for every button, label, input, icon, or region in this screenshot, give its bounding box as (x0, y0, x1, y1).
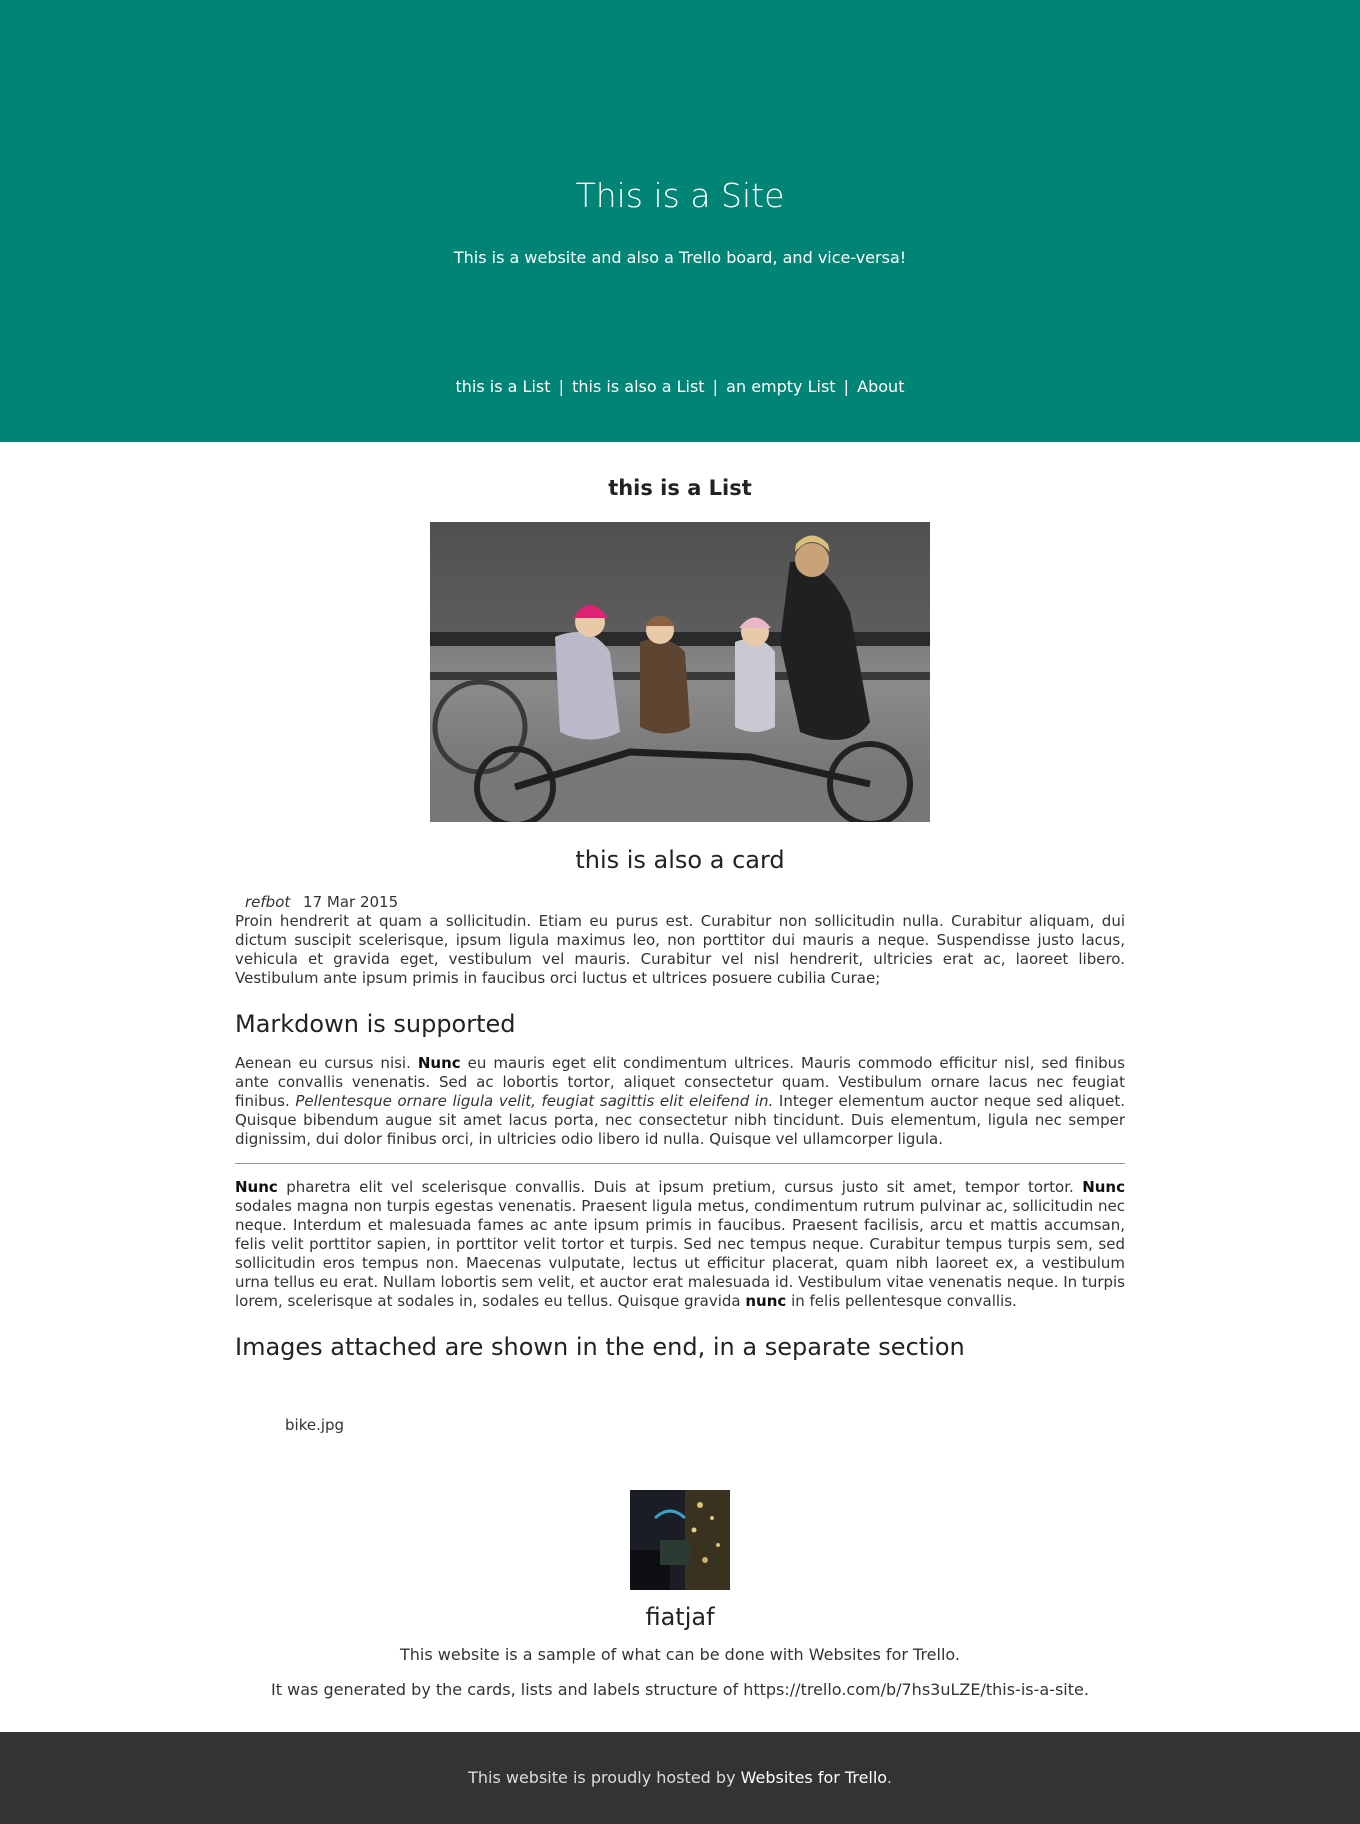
text-run: sodales magna non turpis egestas venenatis. Praesent ligula metus, condimentum rutrum pulvinar ac, sollicitudin nec neque. Interdum et malesuada fames ac ante ipsum primis in faucibus. Praesent facilisis, arcu et mattis accumsan, felis velit porttitor sapien, in porttitor velit tortor et turpis. Sed nec tempus neque. Curabitur tempus turpis sem, sed sollicitudin eros tempus non. Maecenas vulputate, lectus ut efficitur placerat, quam nibh laoreet ex, a vestibulum urna tellus eu erat. Nullam lobortis sem velit, et auctor erat malesuada id. Vestibulum vitae venenatis neque. In turpis lorem, scelerisque at sodales in, sodales eu tellus. Quisque gravida (235, 1197, 1125, 1310)
footer-end: . (886, 1768, 892, 1787)
nav-separator: | (843, 377, 850, 396)
nav-link-an-empty-list[interactable]: an empty List (726, 377, 836, 396)
site-header (0, 0, 1360, 442)
images-heading: Images attached are shown in the end, in a separate section (235, 1333, 965, 1361)
about-line-2: It was generated by the cards, lists and labels structure of https://trello.com/b/7hs3uLZE/this-is-a-site. (271, 1680, 1089, 1699)
nav-link-about[interactable]: About (857, 377, 905, 396)
list-cover (235, 522, 1125, 822)
markdown-heading: Markdown is supported (235, 1010, 516, 1038)
bold-text: Nunc (235, 1178, 278, 1196)
card-title: this is also a card (575, 846, 785, 874)
about-section (0, 1490, 1360, 1701)
footer-link-websites-for-trello[interactable]: Websites for Trello (740, 1768, 887, 1787)
divider (235, 1163, 1125, 1164)
main-nav (0, 375, 1360, 399)
second-paragraph (235, 1178, 1125, 1311)
text-run: pharetra elit vel scelerisque convallis. Duis at ipsum pretium, cursus justo sit amet, tempor tortor. (277, 1178, 1083, 1196)
bold-text: nunc (745, 1292, 787, 1310)
nav-link-this-is-also-a-list[interactable]: this is also a List (572, 377, 705, 396)
bold-text: Nunc (1082, 1178, 1125, 1196)
text-run: Aenean eu cursus nisi. (235, 1054, 418, 1072)
text-run: in felis pellentesque convallis. (786, 1292, 1017, 1310)
bold-text: Nunc (417, 1054, 461, 1072)
card-intro: Proin hendrerit at quam a sollicitudin. Etiam eu purus est. Curabitur non sollicitudin nulla. Curabitur aliquam, dui dictum suscipit scelerisque, ipsum ligula maximus leo, non porttitor dui mauris a neque. Suspendisse justo lacus, vehicula et gravida eget, vestibulum vel mauris. Curabitur vel nisl hendrerit, ultricies erat ac, laoreet libero. Vestibulum ante ipsum primis in faucibus orci luctus et ultrices posuere cubilia Curae; (235, 912, 1125, 987)
italic-text: Pellentesque ornare ligula velit, feugiat sagittis elit eleifend in. (295, 1092, 774, 1110)
site-title: This is a Site (575, 176, 785, 215)
nav-link-this-is-a-list[interactable]: this is a List (455, 377, 551, 396)
main-content (235, 470, 1125, 1435)
card-meta (235, 892, 1125, 912)
about-name: fiatjaf (645, 1603, 715, 1631)
list-title: this is a List (608, 476, 752, 500)
nav-separator: | (558, 377, 565, 396)
attachment-name[interactable]: bike.jpg (285, 1416, 345, 1434)
card-date: 17 Mar 2015 (303, 893, 399, 911)
site-subtitle: This is a website and also a Trello board, and vice-versa! (453, 248, 907, 267)
avatar (630, 1490, 730, 1590)
footer-text: This website is proudly hosted by (468, 1768, 741, 1787)
card-author: refbot (245, 893, 291, 911)
bike-photo (430, 522, 930, 822)
nav-separator: | (712, 377, 719, 396)
about-line-1: This website is a sample of what can be done with Websites for Trello. (400, 1645, 960, 1664)
markdown-paragraph (235, 1054, 1125, 1149)
text-run: eu mauris eget elit condimentum ultrices. Mauris commodo efficitur nisl, sed finibus ante convallis venenatis. Sed ac lobortis tortor, aliquet consectetur quam. Vestibulum ornare lacus nec feugiat finibus. (235, 1054, 1125, 1110)
site-footer (0, 1732, 1360, 1824)
text-run: Integer elementum auctor neque sed aliquet. Quisque bibendum augue sit amet lacus porta, nec consectetur nibh tincidunt. Duis elementum, ligula nec semper dignissim, dui dolor finibus orci, in ultricies odio libero id nulla. Quisque vel ullamcorper ligula. (235, 1092, 1125, 1148)
